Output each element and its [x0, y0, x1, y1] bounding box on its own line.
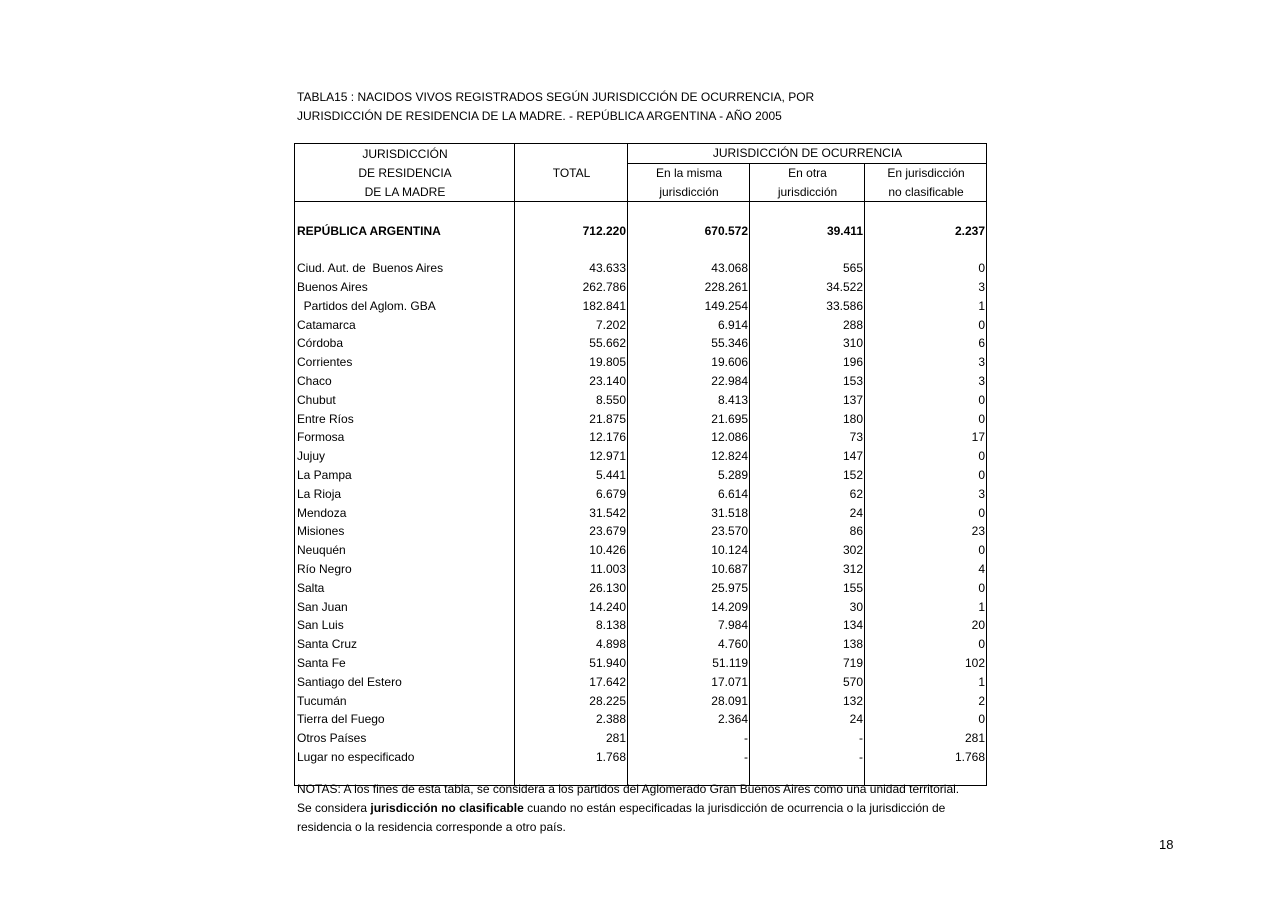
row-total: 1.768: [515, 748, 628, 767]
row-total: 55.662: [515, 334, 628, 353]
row-jurisdiction: Catamarca: [297, 317, 356, 332]
row-total: 6.679: [515, 484, 628, 503]
row-same: 10.124: [628, 541, 750, 560]
row-other: 180: [750, 409, 865, 428]
table-row: [295, 447, 987, 466]
row-other: -: [750, 729, 865, 748]
row-unclassified: 281: [865, 729, 987, 748]
row-total: 8.550: [515, 390, 628, 409]
row-jurisdiction: Chubut: [297, 392, 336, 407]
total-row-same: 670.572: [628, 221, 750, 240]
notes-line-2-bold: jurisdicción no clasificable: [370, 801, 524, 815]
row-other: 147: [750, 447, 865, 466]
row-same: 43.068: [628, 259, 750, 278]
total-row-total: 712.220: [515, 221, 628, 240]
row-jurisdiction: Chaco: [297, 373, 332, 388]
row-jurisdiction: San Juan: [297, 599, 348, 614]
row-other: 196: [750, 353, 865, 372]
header-total-empty-2: [515, 183, 628, 202]
row-other: 73: [750, 428, 865, 447]
row-unclassified: 23: [865, 522, 987, 541]
row-jurisdiction: Tucumán: [297, 693, 347, 708]
row-other: 132: [750, 691, 865, 710]
table-row: [295, 484, 987, 503]
row-same: 12.086: [628, 428, 750, 447]
row-total: 281: [515, 729, 628, 748]
row-jurisdiction: San Luis: [297, 618, 344, 633]
row-unclassified: 3: [865, 353, 987, 372]
row-unclassified: 0: [865, 259, 987, 278]
header-row-2: [295, 163, 987, 182]
notes: [297, 780, 997, 837]
notes-line-2: [297, 799, 997, 818]
row-jurisdiction: Lugar no especificado: [297, 749, 415, 764]
row-jurisdiction: Misiones: [297, 524, 345, 539]
row-jurisdiction: Santa Cruz: [297, 637, 358, 652]
row-same: 12.824: [628, 447, 750, 466]
row-jurisdiction: Santa Fe: [297, 655, 346, 670]
total-row-other: 39.411: [750, 221, 865, 240]
row-total: 14.240: [515, 597, 628, 616]
row-total: 17.642: [515, 672, 628, 691]
row-other: 152: [750, 466, 865, 485]
row-unclassified: 0: [865, 710, 987, 729]
row-same: 6.914: [628, 315, 750, 334]
notes-line-1: NOTAS: A los fines de esta tabla, se considera a los partidos del Aglomerado Gran Buenos Aires como una unidad territorial.: [297, 782, 960, 796]
row-jurisdiction: Río Negro: [297, 561, 352, 576]
table-row: [295, 616, 987, 635]
row-jurisdiction: Partidos del Aglom. GBA: [297, 298, 436, 313]
row-jurisdiction: Otros Países: [297, 731, 367, 746]
row-other: 33.586: [750, 296, 865, 315]
row-unclassified: 0: [865, 578, 987, 597]
total-row-name: REPÚBLICA ARGENTINA: [297, 223, 441, 238]
row-total: 12.176: [515, 428, 628, 447]
notes-line-3: residencia o la residencia corresponde a otro país.: [297, 820, 566, 834]
row-total: 10.426: [515, 541, 628, 560]
header-unclass-line-2: no clasificable: [865, 183, 987, 202]
row-same: 2.364: [628, 710, 750, 729]
table-row: [295, 729, 987, 748]
table-row: [295, 748, 987, 767]
row-total: 19.805: [515, 353, 628, 372]
table-row: [295, 278, 987, 297]
table-title-line-2: JURISDICCIÓN DE RESIDENCIA DE LA MADRE. - REPÚBLICA ARGENTINA - AÑO 2005: [297, 109, 782, 123]
row-unclassified: 3: [865, 372, 987, 391]
row-same: 21.695: [628, 409, 750, 428]
row-unclassified: 4: [865, 560, 987, 579]
row-same: -: [628, 748, 750, 767]
table-row: [295, 672, 987, 691]
births-table: [294, 143, 987, 786]
row-jurisdiction: Salta: [297, 580, 325, 595]
row-other: 134: [750, 616, 865, 635]
table-row: [295, 390, 987, 409]
row-total: 31.542: [515, 503, 628, 522]
page-number: 18: [1159, 837, 1174, 852]
row-same: 28.091: [628, 691, 750, 710]
table-row: [295, 691, 987, 710]
row-other: 312: [750, 560, 865, 579]
row-same: 22.984: [628, 372, 750, 391]
header-row-3: [295, 183, 987, 202]
row-other: 153: [750, 372, 865, 391]
total-row: [295, 221, 987, 240]
table-row: [295, 428, 987, 447]
spacer-row: [295, 240, 987, 259]
row-total: 182.841: [515, 296, 628, 315]
row-other: 34.522: [750, 278, 865, 297]
header-total: TOTAL: [515, 163, 628, 182]
row-jurisdiction: Corrientes: [297, 355, 353, 370]
table-row: [295, 635, 987, 654]
row-total: 2.388: [515, 710, 628, 729]
row-same: 5.289: [628, 466, 750, 485]
row-jurisdiction: Ciud. Aut. de Buenos Aires: [297, 261, 444, 276]
spacer-row: [295, 202, 987, 221]
row-total: 23.679: [515, 522, 628, 541]
row-other: 719: [750, 654, 865, 673]
row-other: 310: [750, 334, 865, 353]
row-unclassified: 0: [865, 315, 987, 334]
row-total: 23.140: [515, 372, 628, 391]
row-jurisdiction: Jujuy: [297, 449, 326, 464]
row-other: 138: [750, 635, 865, 654]
header-residence-line-1: JURISDICCIÓN: [362, 146, 448, 161]
row-same: 17.071: [628, 672, 750, 691]
header-other-line-1: En otra: [750, 163, 865, 182]
row-other: 30: [750, 597, 865, 616]
total-row-unclassified: 2.237: [865, 221, 987, 240]
header-total-empty: [515, 144, 628, 164]
row-total: 11.003: [515, 560, 628, 579]
row-unclassified: 6: [865, 334, 987, 353]
row-jurisdiction: Tierra del Fuego: [297, 712, 385, 727]
header-same-line-2: jurisdicción: [628, 183, 750, 202]
header-unclass-line-1: En jurisdicción: [865, 163, 987, 182]
row-jurisdiction: Córdoba: [297, 336, 344, 351]
notes-line-2-post: cuando no están especificadas la jurisdicción de ocurrencia o la jurisdicción de: [523, 801, 946, 815]
row-total: 8.138: [515, 616, 628, 635]
row-jurisdiction: Neuquén: [297, 543, 346, 558]
row-total: 43.633: [515, 259, 628, 278]
table-title: [297, 88, 814, 126]
row-total: 51.940: [515, 654, 628, 673]
row-other: 137: [750, 390, 865, 409]
row-other: 155: [750, 578, 865, 597]
row-other: -: [750, 748, 865, 767]
row-unclassified: 0: [865, 635, 987, 654]
table-row: [295, 654, 987, 673]
row-unclassified: 0: [865, 409, 987, 428]
table-row: [295, 541, 987, 560]
row-total: 262.786: [515, 278, 628, 297]
table-row: [295, 578, 987, 597]
row-total: 28.225: [515, 691, 628, 710]
row-same: 4.760: [628, 635, 750, 654]
table-row: [295, 259, 987, 278]
row-total: 12.971: [515, 447, 628, 466]
header-residence-line-2: DE RESIDENCIA: [358, 165, 452, 180]
row-other: 24: [750, 503, 865, 522]
row-same: 19.606: [628, 353, 750, 372]
row-unclassified: 0: [865, 503, 987, 522]
row-same: 149.254: [628, 296, 750, 315]
row-jurisdiction: La Pampa: [297, 467, 352, 482]
row-unclassified: 20: [865, 616, 987, 635]
row-other: 565: [750, 259, 865, 278]
row-unclassified: 1: [865, 296, 987, 315]
row-total: 4.898: [515, 635, 628, 654]
table-row: [295, 597, 987, 616]
table-row: [295, 334, 987, 353]
row-other: 302: [750, 541, 865, 560]
header-other-line-2: jurisdicción: [750, 183, 865, 202]
row-same: 228.261: [628, 278, 750, 297]
row-jurisdiction: Santiago del Estero: [297, 674, 402, 689]
row-jurisdiction: Mendoza: [297, 505, 347, 520]
row-same: 55.346: [628, 334, 750, 353]
row-other: 288: [750, 315, 865, 334]
table-row: [295, 372, 987, 391]
row-unclassified: 0: [865, 390, 987, 409]
table-row: [295, 560, 987, 579]
row-unclassified: 0: [865, 447, 987, 466]
row-total: 26.130: [515, 578, 628, 597]
row-jurisdiction: La Rioja: [297, 486, 342, 501]
table-row: [295, 710, 987, 729]
row-other: 24: [750, 710, 865, 729]
row-unclassified: 0: [865, 466, 987, 485]
table-row: [295, 409, 987, 428]
table-title-line-1: TABLA15 : NACIDOS VIVOS REGISTRADOS SEGÚN JURISDICCIÓN DE OCURRENCIA, POR: [297, 90, 815, 104]
row-same: 31.518: [628, 503, 750, 522]
row-same: 10.687: [628, 560, 750, 579]
row-unclassified: 3: [865, 278, 987, 297]
table-row: [295, 522, 987, 541]
header-occurrence-group: JURISDICCIÓN DE OCURRENCIA: [628, 144, 987, 164]
row-same: 23.570: [628, 522, 750, 541]
table-row: [295, 353, 987, 372]
header-row-1: [295, 144, 987, 164]
header-residence-line-3: DE LA MADRE: [295, 183, 515, 202]
row-unclassified: 1.768: [865, 748, 987, 767]
row-same: 25.975: [628, 578, 750, 597]
row-same: 7.984: [628, 616, 750, 635]
row-total: 7.202: [515, 315, 628, 334]
header-same-line-1: En la misma: [628, 163, 750, 182]
row-other: 62: [750, 484, 865, 503]
table-row: [295, 466, 987, 485]
row-same: 51.119: [628, 654, 750, 673]
row-total: 21.875: [515, 409, 628, 428]
births-table-body: [295, 144, 987, 786]
row-total: 5.441: [515, 466, 628, 485]
row-unclassified: 0: [865, 541, 987, 560]
row-unclassified: 2: [865, 691, 987, 710]
row-same: 8.413: [628, 390, 750, 409]
row-unclassified: 1: [865, 597, 987, 616]
table-row: [295, 296, 987, 315]
row-jurisdiction: Formosa: [297, 430, 345, 445]
row-same: -: [628, 729, 750, 748]
row-jurisdiction: Buenos Aires: [297, 279, 368, 294]
table-row: [295, 315, 987, 334]
table-row: [295, 503, 987, 522]
row-jurisdiction: Entre Ríos: [297, 411, 354, 426]
row-unclassified: 102: [865, 654, 987, 673]
row-other: 570: [750, 672, 865, 691]
row-same: 6.614: [628, 484, 750, 503]
row-unclassified: 17: [865, 428, 987, 447]
row-unclassified: 3: [865, 484, 987, 503]
row-unclassified: 1: [865, 672, 987, 691]
notes-line-2-pre: Se considera: [297, 801, 371, 815]
row-other: 86: [750, 522, 865, 541]
row-same: 14.209: [628, 597, 750, 616]
